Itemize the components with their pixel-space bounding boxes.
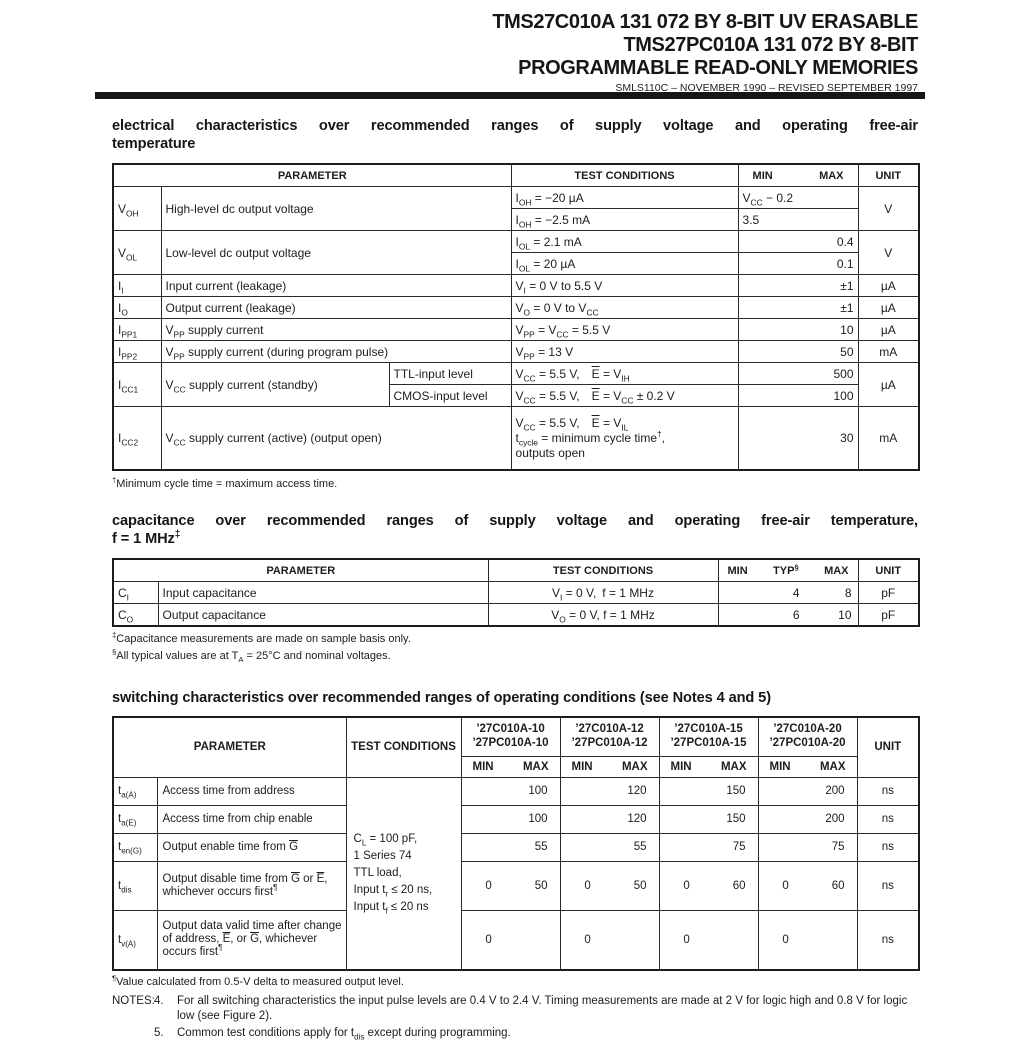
grade-value-cell [461,777,560,805]
table-row-icc1-ttl [113,363,919,385]
unit-cell: ns [857,833,919,861]
min-value-cell: 3.5 [738,209,858,231]
param-symbol-cell: $t_{v(A)}$ [113,910,157,970]
col-header-grade-15 [659,717,758,757]
param-description-cell: High-level dc output voltage [161,187,511,231]
typ-value: 4 [792,585,800,600]
grade-value-cell [758,805,857,833]
max-value: 10 [838,607,852,622]
min-value: 0 [485,879,492,892]
input-level-cell: CMOS-input level [389,385,511,407]
grade-line-1: ’27C010A-20 [773,723,842,735]
table-row-tdis [113,861,919,910]
section-heading-electrical [112,118,918,153]
max-value-cell: 0.4 [738,231,858,253]
col-header-unit: UNIT [858,559,919,582]
grade-value-cell [758,833,857,861]
min-value: 0 [683,879,690,892]
document-title [112,11,918,80]
unit-cell: ns [857,910,919,970]
grade-value-cell [659,910,758,970]
col-header-grade-20 [758,717,857,757]
max-value: 200 [825,813,845,825]
param-symbol-cell: $I_I$ [113,275,161,297]
col-header-unit: UNIT [858,164,919,187]
max-value: 120 [627,813,647,825]
test-condition-cell: $V_I = 0$ V to 5.5 V [511,275,738,297]
grade-value-cell [560,910,659,970]
max-value: 8 [844,585,852,600]
param-symbol-cell: $t_{a(E)}$ [113,805,157,833]
unit-cell: pF [858,604,919,627]
grade-value-cell [758,910,857,970]
test-condition-cell: $I_{OH} = -2.5$ mA [511,209,738,231]
note-text: Common test conditions apply for $t_{dis}$ except during programming. [177,1026,511,1041]
max-value: 55 [534,841,548,853]
table-row-voh-1 [113,187,919,209]
grade-value-cell [560,833,659,861]
param-symbol-cell: $I_{PP2}$ [113,341,161,363]
table-row-icc2 [113,407,919,471]
max-value: 150 [726,813,746,825]
param-description-cell: Input capacitance [158,582,488,604]
min-header-label: MIN [670,760,692,773]
unit-cell: µA [858,363,919,407]
max-header-label: MAX [522,760,549,773]
page-content [112,0,918,1041]
min-header-label: MIN [752,169,773,182]
max-value: 50 [633,879,647,892]
test-condition-cell: $I_{OL} = 2.1$ mA [511,231,738,253]
note-number: 4. [154,994,164,1007]
title-line-1: TMS27C010A 131 072 BY 8-BIT UV ERASABLE [492,11,918,33]
min-header-label: MIN [472,760,494,773]
notes-label: NOTES: [112,994,155,1007]
param-symbol-cell: $I_{CC2}$ [113,407,161,471]
grade-line-2: ’27PC010A-15 [670,736,747,749]
col-header-grade-12 [560,717,659,757]
grade-value-cell [461,833,560,861]
max-value: 75 [732,841,746,853]
test-condition-cell: $V_{CC} = 5.5$ V, $\overline{E} = V_{IH}$ [511,363,738,385]
max-header-label: MAX [720,760,747,773]
grade-line-1: ’27C010A-10 [476,723,545,735]
param-description-cell: Low-level dc output voltage [161,231,511,275]
test-condition-cell: $V_O = 0$ V to $V_{CC}$ [511,297,738,319]
test-condition-cell [511,407,738,471]
grade-value-cell [461,910,560,970]
col-header-grade-10 [461,717,560,757]
max-value: 60 [831,879,845,892]
unit-cell: ns [857,861,919,910]
grade-line-2: ’27PC010A-20 [769,736,846,749]
min-max-header [758,756,857,777]
grade-value-cell [758,777,857,805]
heading-electrical-line1: electrical characteristics over recommended ranges of supply voltage and operating free-air [112,118,918,134]
document-code: SMLS110C – NOVEMBER 1990 – REVISED SEPTEMBER 1997 [615,82,918,94]
table-row-io [113,297,919,319]
condition-line: Input $t_f \le 20$ ns [353,900,429,915]
condition-line: Input $t_r \le 20$ ns, [353,883,433,898]
capacitance-table [112,558,920,627]
col-header-test-conditions: TEST CONDITIONS [346,717,461,778]
test-condition-cell: $I_{OL} = 20$ µA [511,253,738,275]
col-header-parameter: PARAMETER [113,164,511,187]
title-line-2: TMS27PC010A 131 072 BY 8-BIT [623,34,918,56]
typ-max-value-cell [718,582,858,604]
note-text: For all switching characteristics the input pulse levels are 0.4 V to 2.4 V. Timing measurements are made at 2 V for logic high and 0.8 V for logic low (see Figure 2). [177,994,908,1022]
col-header-test-conditions: TEST CONDITIONS [488,559,718,582]
max-value: 75 [831,841,845,853]
unit-cell: mA [858,407,919,471]
param-symbol-cell: $V_{OL}$ [113,231,161,275]
max-value: 60 [732,879,746,892]
max-value-cell: 30 [738,407,858,471]
table-row-tva [113,910,919,970]
test-condition-cell: $V_{CC} = 5.5$ V, $\overline{E} = V_{CC} \pm 0.2$ V [511,385,738,407]
footnote-dagger: †Minimum cycle time = maximum access time. [112,475,338,490]
unit-cell: µA [858,275,919,297]
condition-line: $t_{cycle}$ = minimum cycle time†, [515,428,666,447]
param-symbol-cell: $t_{a(A)}$ [113,777,157,805]
grade-value-cell [461,805,560,833]
switching-header-row-grades [113,717,919,757]
notes-label-spacer [112,1026,154,1041]
min-header-label: MIN [571,760,593,773]
max-value: 55 [633,841,647,853]
param-symbol-cell: $I_{PP1}$ [113,319,161,341]
col-header-min-typ-max [718,559,858,582]
param-symbol-cell: $C_I$ [113,582,158,604]
min-header-label: MIN [769,760,791,773]
param-description-cell: $V_{PP}$ supply current [161,319,511,341]
unit-cell: pF [858,582,919,604]
param-description-cell: Output enable time from $\overline{G}$ [157,833,346,861]
title-line-3: PROGRAMMABLE READ-ONLY MEMORIES [518,57,918,79]
max-value-cell: 10 [738,319,858,341]
max-value: 100 [528,785,548,797]
input-level-cell: TTL-input level [389,363,511,385]
condition-line: TTL load, [353,866,402,879]
table-row-vol-1 [113,231,919,253]
param-description-cell: Input current (leakage) [161,275,511,297]
unit-cell: mA [858,341,919,363]
footnote-section-mark: §All typical values are at $T_A = 25^\circ C$ and nominal voltages. [112,647,391,665]
param-symbol-cell: $t_{en(G)}$ [113,833,157,861]
param-symbol-cell: $C_O$ [113,604,158,627]
notes-block [112,994,918,1041]
col-header-parameter: PARAMETER [113,717,346,778]
param-symbol-cell: $V_{OH}$ [113,187,161,231]
condition-line: outputs open [515,445,585,460]
param-description-cell: $V_{CC}$ supply current (active) (output open) [161,407,511,471]
max-header-label: MAX [819,760,846,773]
max-value: 150 [726,785,746,797]
max-value: 120 [627,785,647,797]
heading-electrical-line2: temperature [112,135,196,152]
min-header-label: MIN [727,564,748,577]
max-header-label: MAX [621,760,648,773]
typ-header-label: TYP§ [773,561,799,577]
test-condition-cell: $V_O = 0$ V, f = 1 MHz [488,604,718,627]
test-condition-cell: $V_I = 0$ V, f = 1 MHz [488,582,718,604]
condition-line: $C_L = 100$ pF, [353,832,418,847]
grade-value-cell [461,861,560,910]
typ-max-value-cell [718,604,858,627]
param-description-cell: $V_{PP}$ supply current (during program pulse) [161,341,511,363]
max-value: 100 [528,813,548,825]
grade-line-2: ’27PC010A-12 [571,736,648,749]
max-header-label: MAX [824,564,849,577]
grade-value-cell [659,861,758,910]
min-value: 0 [782,933,789,946]
footnote-pilcrow: ¶Value calculated from 0.5-V delta to measured output level. [112,972,404,988]
grade-value-cell [560,861,659,910]
switching-characteristics-table [112,716,920,971]
param-description-cell: Output data valid time after change of address, $\overline{E}$, or $\overline{G}$, whichever occurs first¶ [157,910,346,970]
table-row-ta-a [113,777,919,805]
condition-line: 1 Series 74 [353,849,412,862]
param-description-cell: Access time from chip enable [157,805,346,833]
grade-line-1: ’27C010A-15 [674,723,743,735]
param-description-cell: Output current (leakage) [161,297,511,319]
param-description-cell: Access time from address [157,777,346,805]
min-value: 0 [485,933,492,946]
max-value-cell: 50 [738,341,858,363]
param-symbol-cell: $t_{dis}$ [113,861,157,910]
max-value-cell: 500 [738,363,858,385]
max-value: 50 [534,879,548,892]
test-conditions-cell [346,777,461,970]
unit-cell: V [858,231,919,275]
grade-value-cell [758,861,857,910]
typ-value: 6 [792,607,800,622]
min-value: 0 [584,933,591,946]
max-value-cell: 100 [738,385,858,407]
condition-line: $V_{CC} = 5.5$ V, $\overline{E} = V_{IL}$ [515,415,629,432]
footnote-double-dagger: ‡Capacitance measurements are made on sample basis only. [112,630,411,645]
grade-value-cell [659,777,758,805]
unit-cell: ns [857,777,919,805]
note-item-4 [112,994,918,1024]
col-header-parameter: PARAMETER [113,559,488,582]
max-header-label: MAX [819,169,844,182]
grade-line-2: ’27PC010A-10 [472,736,549,749]
table-row-ipp1 [113,319,919,341]
table-row-ii [113,275,919,297]
min-max-header [461,756,560,777]
param-symbol-cell: $I_{CC1}$ [113,363,161,407]
min-value: 0 [782,879,789,892]
grade-value-cell [560,805,659,833]
test-condition-cell: $V_{PP} = 13$ V [511,341,738,363]
table-row-co [113,604,919,627]
param-description-cell: Output capacitance [158,604,488,627]
max-value: 200 [825,785,845,797]
param-description-cell: Output disable time from $\overline{G}$ or $\overline{E}$, whichever occurs first¶ [157,861,346,910]
heading-capacitance-line2: f = 1 MHz‡ [112,528,181,547]
param-symbol-cell: $I_O$ [113,297,161,319]
grade-value-cell [659,805,758,833]
table-row-ci [113,582,919,604]
unit-cell: ns [857,805,919,833]
capacitance-header-row [113,559,919,582]
electrical-header-row [113,164,919,187]
min-value-cell: $V_{CC} - 0.2$ [738,187,858,209]
unit-cell: V [858,187,919,231]
note-item-5 [112,1026,918,1041]
min-value: 0 [683,933,690,946]
section-heading-switching: switching characteristics over recommended ranges of operating conditions (see Notes 4 and 5) [112,690,771,706]
electrical-characteristics-table [112,163,920,471]
min-value: 0 [584,879,591,892]
param-description-cell: $V_{CC}$ supply current (standby) [161,363,389,407]
grade-value-cell [560,777,659,805]
table-row-ipp2 [113,341,919,363]
note-number: 5. [154,1026,164,1039]
col-header-test-conditions: TEST CONDITIONS [511,164,738,187]
max-value-cell: 0.1 [738,253,858,275]
table-row-ten-g [113,833,919,861]
test-condition-cell: $V_{PP} = V_{CC} = 5.5$ V [511,319,738,341]
section-heading-capacitance [112,513,918,548]
unit-cell: µA [858,319,919,341]
max-value-cell: ±1 [738,297,858,319]
min-max-header [560,756,659,777]
min-max-header [659,756,758,777]
table-row-ta-e [113,805,919,833]
max-value-cell: ±1 [738,275,858,297]
grade-value-cell [659,833,758,861]
col-header-min-max [738,164,858,187]
grade-line-1: ’27C010A-12 [575,723,644,735]
heading-capacitance-line1: capacitance over recommended ranges of supply voltage and operating free-air temperature, [112,513,918,529]
col-header-unit: UNIT [857,717,919,778]
test-condition-cell: $I_{OH} = -20$ µA [511,187,738,209]
unit-cell: µA [858,297,919,319]
